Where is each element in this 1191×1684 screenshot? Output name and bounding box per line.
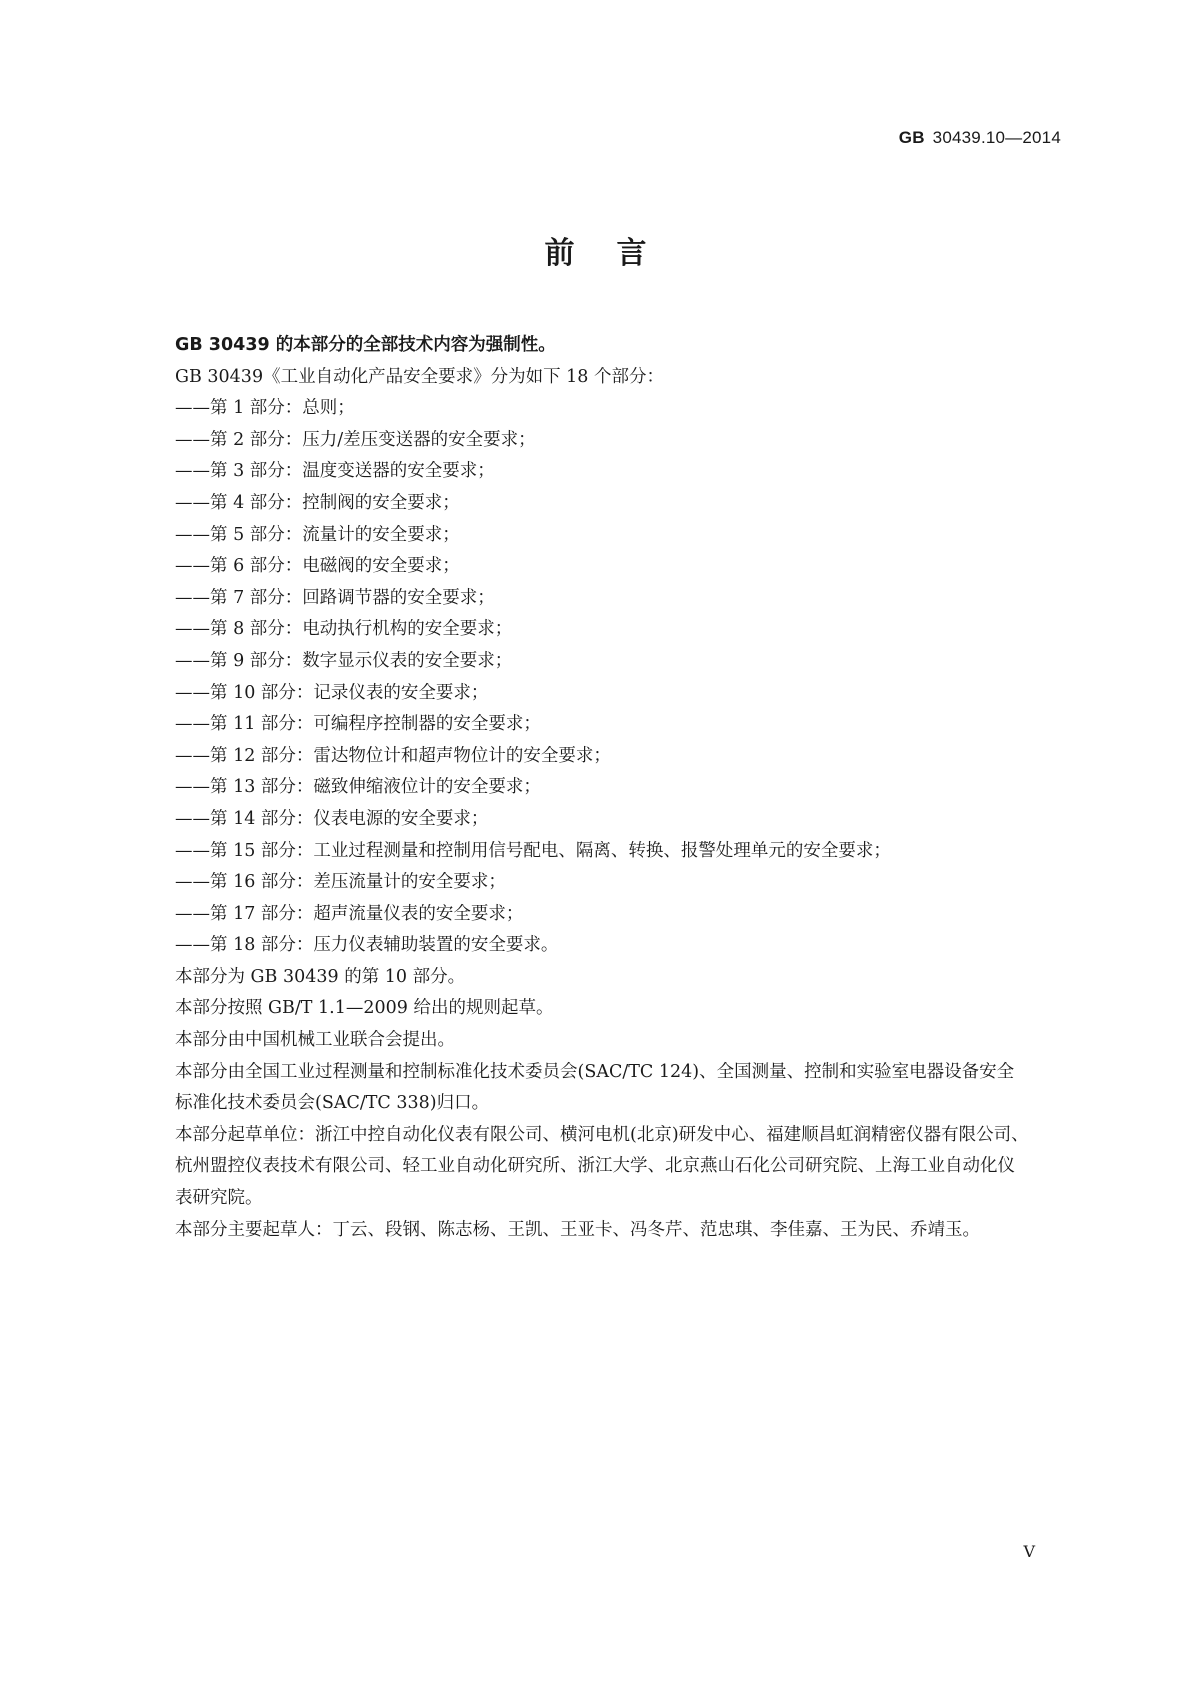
part-list-item: ——第 12 部分：雷达物位计和超声物位计的安全要求； bbox=[175, 745, 611, 766]
standard-code-prefix: GB bbox=[898, 128, 925, 147]
part-list-item: ——第 8 部分：电动执行机构的安全要求； bbox=[175, 619, 513, 640]
part-list-item: ——第 1 部分：总则； bbox=[175, 398, 355, 419]
part-list-item: ——第 3 部分：温度变送器的安全要求； bbox=[175, 461, 495, 482]
mandatory-note: GB 30439 的本部分的全部技术内容为强制性。 bbox=[175, 335, 556, 355]
part-list-item: ——第 9 部分：数字显示仪表的安全要求； bbox=[175, 650, 513, 671]
part-list-item: ——第 10 部分：记录仪表的安全要求； bbox=[175, 682, 489, 703]
part-list-item: ——第 11 部分：可编程序控制器的安全要求； bbox=[175, 714, 541, 735]
part-list-item: ——第 7 部分：回路调节器的安全要求； bbox=[175, 587, 495, 608]
administration-statement: 本部分由全国工业过程测量和控制标准化技术委员会(SAC/TC 124)、全国测量、控制和实验室电器设备安全标准化技术委员会(SAC/TC 338)归口。 bbox=[175, 1061, 1015, 1114]
part-list-item: ——第 2 部分：压力/差压变送器的安全要求； bbox=[175, 429, 536, 450]
page-title: 前言 bbox=[544, 236, 689, 271]
page-number: V bbox=[1023, 1542, 1035, 1561]
part-list-item: ——第 14 部分：仪表电源的安全要求； bbox=[175, 808, 489, 829]
part-list-item: ——第 18 部分：压力仪表辅助装置的安全要求。 bbox=[175, 935, 559, 956]
part-list-item: ——第 17 部分：超声流量仪表的安全要求； bbox=[175, 903, 524, 924]
parts-intro: GB 30439《工业自动化产品安全要求》分为如下 18 个部分： bbox=[175, 366, 664, 387]
drafters-statement: 本部分主要起草人：丁云、段钢、陈志杨、王凯、王亚卡、冯冬芹、范忠琪、李佳嘉、王为民、乔靖玉。 bbox=[175, 1219, 980, 1240]
standard-code bbox=[899, 128, 1061, 148]
proposer-statement: 本部分由中国机械工业联合会提出。 bbox=[175, 1030, 455, 1051]
part-list-item: ——第 4 部分：控制阀的安全要求； bbox=[175, 492, 460, 513]
standard-code-number: 30439.10—2014 bbox=[932, 128, 1061, 147]
part-list-item: ——第 6 部分：电磁阀的安全要求； bbox=[175, 556, 460, 577]
part-list-item: ——第 16 部分：差压流量计的安全要求； bbox=[175, 872, 506, 893]
part-list-item: ——第 13 部分：磁致伸缩液位计的安全要求； bbox=[175, 777, 541, 798]
part-number-statement: 本部分为 GB 30439 的第 10 部分。 bbox=[175, 966, 466, 987]
part-list-item: ——第 5 部分：流量计的安全要求； bbox=[175, 524, 460, 545]
foreword-body bbox=[175, 330, 1030, 1246]
drafting-rules-statement: 本部分按照 GB/T 1.1—2009 给出的规则起草。 bbox=[175, 998, 554, 1019]
drafting-units-statement: 本部分起草单位：浙江中控自动化仪表有限公司、横河电机(北京)研发中心、福建顺昌虹润精密仪器有限公司、杭州盟控仪表技术有限公司、轻工业自动化研究所、浙江大学、北京燕山石化公司研究院、上海工业自动化仪表研究院。 bbox=[175, 1124, 1029, 1209]
part-list-item: ——第 15 部分：工业过程测量和控制用信号配电、隔离、转换、报警处理单元的安全要求； bbox=[175, 840, 891, 861]
